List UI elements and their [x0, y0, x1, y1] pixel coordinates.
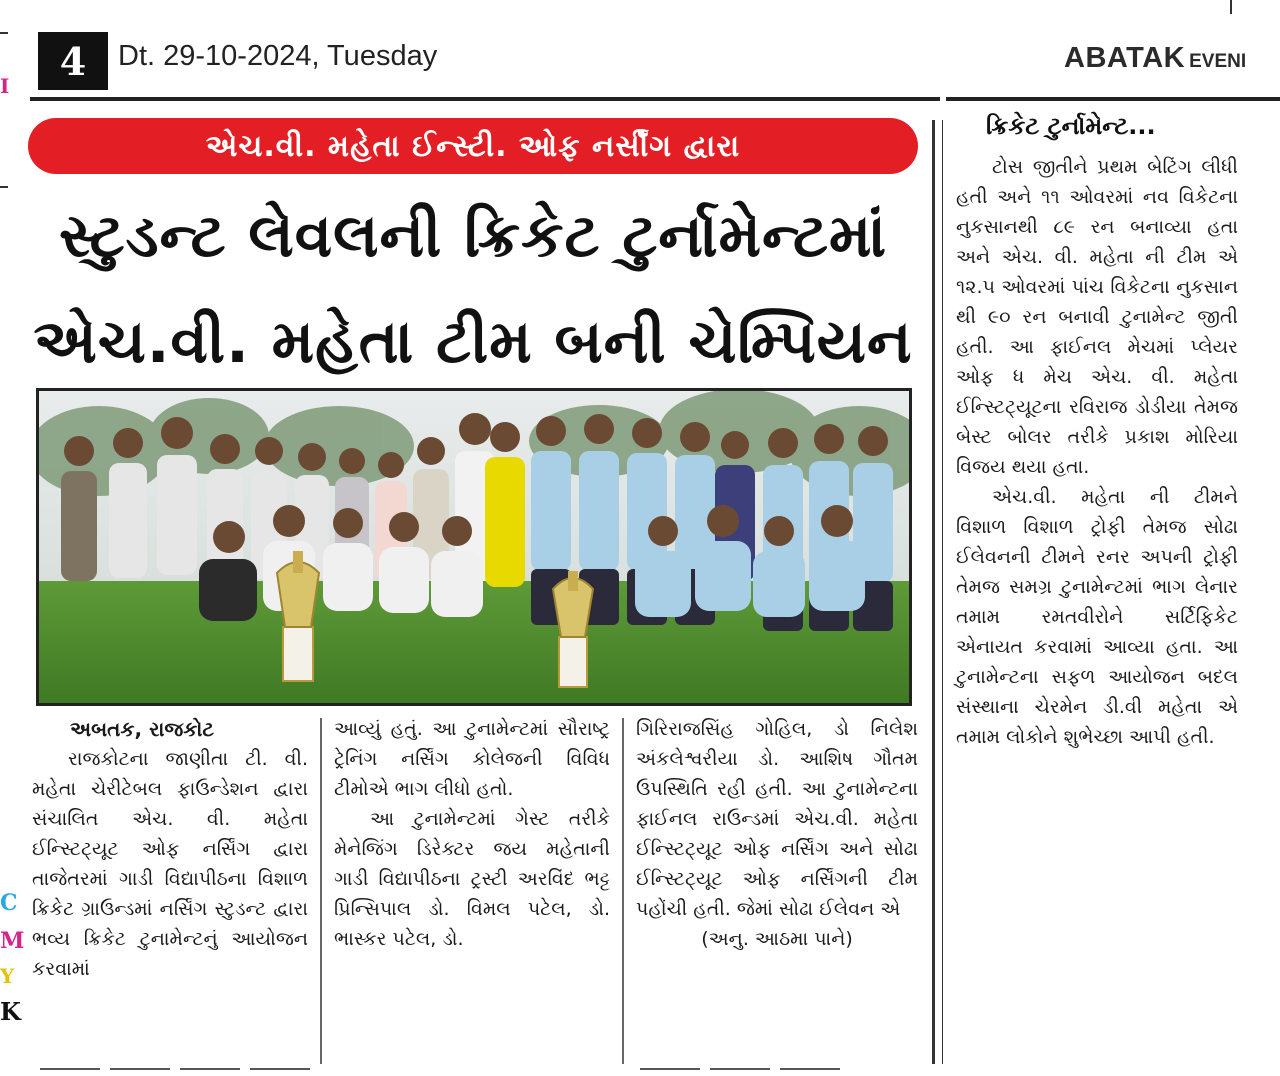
bottom-rule: [710, 1068, 770, 1070]
article-paragraph: રાજકોટના જાણીતા ટી. વી. મહેતા ચેરીટેબલ ફાઉન્ડેશન દ્વારા સંચાલિત એચ. વી. મહેતા ઈન્સ્ટિટ્યૂટ ઓફ નર્સિંગ દ્વારા તાજેતરમાં ગાડી વિદ્યાપીઠના વિશાળ ક્રિકેટ ગ્રાઉન્ડમાં નર્સિંગ સ્ટુડન્ટ દ્વારા ભવ્ય ક્રિકેટ ટુનામેન્ટનું આયોજન કરવામાં: [32, 748, 308, 980]
registration-mark-yellow: Y: [0, 964, 15, 988]
bottom-rule: [110, 1068, 170, 1070]
sidebar-column: [956, 152, 1238, 752]
article-paragraph: ગિરિરાજસિંહ ગોહિલ, ડો નિલેશ અંકલેશ્વરીયા ડો. આશિષ ગૌતમ ઉપસ્થિતિ રહી હતી. આ ટુનામેન્ટના ફાઈનલ રાઉન્ડમાં એચ.વી. મહેતા ઈન્સ્ટિટ્યૂટ ઓફ નર્સિંગ અને સોઢા ઈન્સ્ટિટ્યૂટ ઓફ નર્સિંગની ટીમ પહોંચી હતી. જેમાં સોઢા ઈલેવન એ: [636, 718, 918, 920]
registration-mark-magenta: I: [0, 74, 10, 98]
registration-mark-cyan: C: [0, 890, 18, 916]
dateline: અબતક, રાજકોટ: [70, 717, 215, 741]
issue-date: Dt. 29-10-2024, Tuesday: [118, 40, 438, 72]
article-column-2: [334, 714, 610, 954]
continued-note: (અનુ. આઠમા પાને): [701, 928, 853, 950]
sidebar-title: ક્રિકેટ ટુર્નામેન્ટ...: [986, 112, 1156, 140]
sidebar-paragraph: ટોસ જીતીને પ્રથમ બેટિંગ લીધી હતી અને ૧૧ ઓવરમાં નવ વિકેટના નુકસાનથી ૮૯ રન બનાવ્યા હતા અને એચ. વી. મહેતા ની ટીમ એ ૧૨.૫ ઓવરમાં પાંચ વિકેટના નુકસાન થી ૯૦ રન બનાવી ટુનામેન્ટ જીતી હતી. આ ફાઈનલ મેચમાં પ્લેયર ઓફ ધ મેચ એચ. વી. મહેતા ઈન્સ્ટિટ્યૂટના રવિરાજ ડોડીયા તેમજ બેસ્ટ બોલર તરીકે પ્રકાશ મોરિયા વિજય થયા હતા.: [956, 156, 1238, 478]
brand-name: ABATAK: [1064, 42, 1186, 74]
article-column-1: [32, 714, 308, 984]
bottom-rule: [40, 1068, 100, 1070]
masthead-brand: [1064, 42, 1280, 75]
kicker-banner: એચ.વી. મહેતા ઈન્સ્ટી. ઓફ નર્સીંગ દ્વારા: [28, 118, 918, 174]
registration-mark-magenta: M: [0, 928, 25, 954]
column-rule: [622, 718, 624, 1064]
bottom-rule: [640, 1068, 700, 1070]
bottom-rule: [250, 1068, 310, 1070]
section-rule: [942, 120, 943, 1064]
brand-edition: EVENI: [1189, 51, 1247, 72]
page-number: 4: [38, 32, 108, 90]
article-paragraph: આવ્યું હતું. આ ટુનામેન્ટમાં સૌરાષ્ટ્ર ટ્રેનિંગ નર્સિંગ કોલેજની વિવિધ ટીમોએ ભાગ લીધો હતો.: [334, 718, 610, 800]
trophy-icon: [277, 551, 319, 681]
registration-line: [0, 32, 8, 34]
sidebar-paragraph: એચ.વી. મહેતા ની ટીમને વિશાળ વિશાળ ટ્રોફી તેમજ સોઢા ઈલેવનની ટીમને રનર અપની ટ્રોફી તેમજ સમગ્ર ટુનામેન્ટમાં ભાગ લેનાર તમામ રમતવીરોને સર્ટિફિકેટ એનાયત કરવામાં આવ્યા હતા. આ ટુનામેન્ટના સફળ આયોજન બદલ સંસ્થાના ચેરમેન ડી.વી મહેતા એ તમામ લોકોને શુભેચ્છા આપી હતી.: [956, 486, 1238, 748]
registration-mark-black: K: [0, 997, 21, 1026]
header-rule: [946, 97, 1280, 101]
crop-mark: [1230, 0, 1232, 14]
bottom-rule: [780, 1068, 840, 1070]
column-rule: [320, 718, 322, 1064]
header-rule: [30, 97, 940, 101]
trophy-icon: [553, 571, 593, 687]
team-photo: [36, 388, 912, 706]
article-paragraph: આ ટુનામેન્ટમાં ગેસ્ટ તરીકે મેનેજિંગ ડિરેક્ટર જય મહેતાની ગાડી વિદ્યાપીઠના ટ્રસ્ટી અરવિંદ ભટ્ટ પ્રિન્સિપાલ ડો. વિમલ પટેલ, ડો. ભાસ્કર પટેલ, ડો.: [334, 808, 610, 950]
headline-line-1: સ્ટુડન્ટ લેવલની ક્રિકેટ ટુર્નામેન્ટમાં: [58, 201, 888, 271]
article-column-3: [636, 714, 918, 954]
team-photo-illustration: [39, 391, 909, 703]
bottom-rule: [180, 1068, 240, 1070]
headline-line-2: એચ.વી. મહેતા ટીમ બની ચેમ્પિયન: [33, 307, 913, 377]
section-rule: [932, 120, 935, 1064]
registration-line: [0, 186, 8, 188]
